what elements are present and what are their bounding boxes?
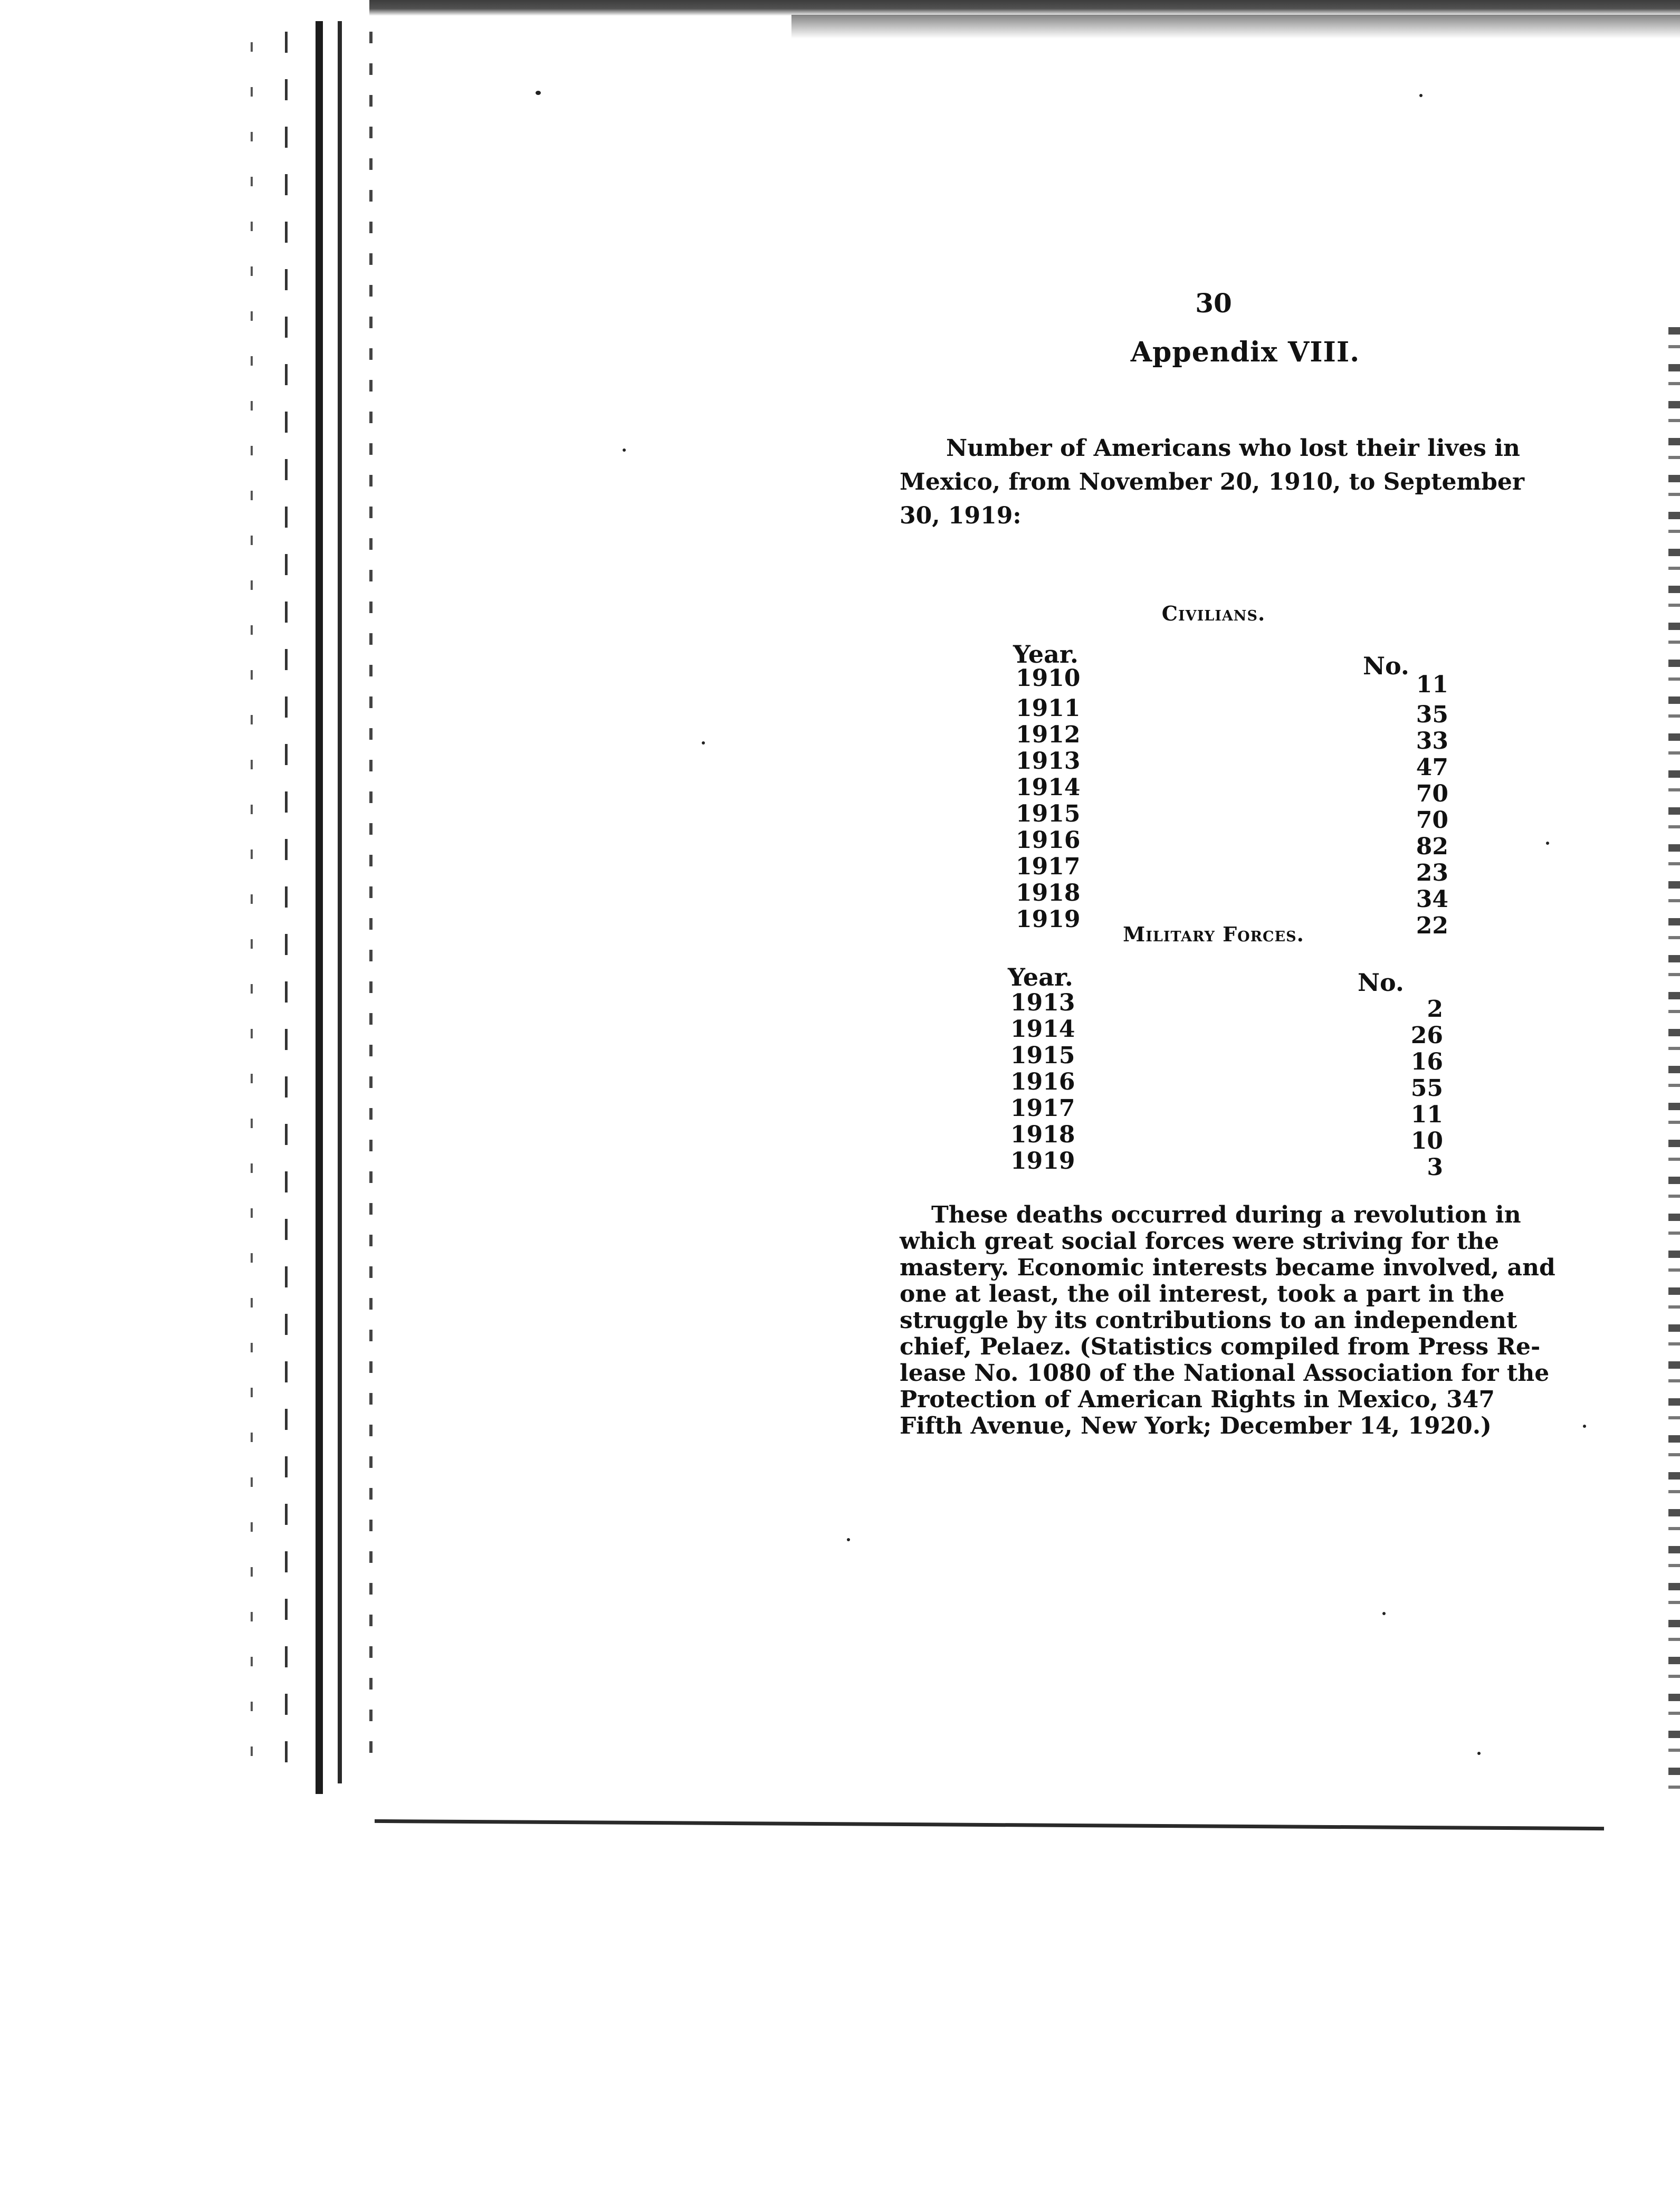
- table-row: [1010, 1095, 1443, 1128]
- table-row: [1016, 827, 1448, 860]
- count-cell: 3: [1427, 1154, 1443, 1181]
- table-row: [1016, 748, 1448, 781]
- year-cell: 1910: [1016, 665, 1081, 692]
- table-row: [1010, 1121, 1443, 1154]
- count-cell: 82: [1416, 833, 1448, 860]
- table-row: [1010, 1068, 1443, 1102]
- count-cell: 47: [1416, 754, 1448, 781]
- table-row: [1016, 665, 1448, 698]
- count-cell: 22: [1416, 912, 1448, 939]
- closing-line: lease No. 1080 of the National Association for the: [900, 1360, 1550, 1387]
- scan-speck: [1419, 94, 1423, 97]
- military-heading: Military Forces.: [1123, 922, 1304, 946]
- closing-line: chief, Pelaez. (Statistics compiled from Press Re-: [900, 1333, 1541, 1360]
- count-cell: 55: [1410, 1075, 1443, 1102]
- civilians-rows: [1016, 631, 1448, 657]
- table-row: [1016, 853, 1448, 886]
- military-no-header: No.: [1358, 968, 1404, 997]
- year-cell: 1917: [1016, 853, 1081, 880]
- closing-line: Fifth Avenue, New York; December 14, 1920.): [900, 1413, 1492, 1439]
- scan-speck: [1583, 1425, 1586, 1428]
- scan-gutter-line: [316, 21, 323, 1794]
- count-cell: 11: [1410, 1101, 1443, 1128]
- closing-line: struggle by its contributions to an independent: [900, 1307, 1517, 1334]
- table-row: [1010, 1016, 1443, 1049]
- scan-bottom-edge: [375, 1819, 1604, 1830]
- year-cell: 1911: [1016, 695, 1081, 722]
- military-year-header: Year.: [1008, 963, 1073, 991]
- scan-edge-top-shadow: [791, 15, 1680, 39]
- scan-gutter-line: [285, 32, 288, 1773]
- scan-speck: [623, 448, 626, 452]
- table-row: [1016, 800, 1448, 834]
- year-cell: 1916: [1010, 1068, 1075, 1095]
- table-row: [1010, 1148, 1443, 1181]
- closing-line: which great social forces were striving for the: [900, 1228, 1500, 1255]
- year-cell: 1912: [1016, 721, 1081, 748]
- civilians-no-header: No.: [1363, 652, 1409, 680]
- scan-gutter-line: [369, 32, 373, 1773]
- table-row: [1010, 1042, 1443, 1075]
- year-cell: 1914: [1010, 1016, 1075, 1043]
- closing-line: Protection of American Rights in Mexico, 347: [900, 1386, 1495, 1413]
- count-cell: 2: [1427, 996, 1443, 1023]
- count-cell: 33: [1416, 728, 1448, 755]
- scan-speck: [1546, 842, 1549, 845]
- scan-speck: [702, 741, 705, 745]
- closing-paragraph: [900, 1201, 1555, 1439]
- scan-edge-right: [1668, 327, 1680, 1805]
- scan-gutter-line: [251, 42, 253, 1773]
- intro-line: 30, 1919:: [900, 502, 1022, 529]
- table-row: [1016, 721, 1448, 755]
- closing-line: one at least, the oil interest, took a part in the: [900, 1281, 1505, 1308]
- year-cell: 1918: [1016, 880, 1081, 906]
- count-cell: 35: [1416, 701, 1448, 728]
- count-cell: 26: [1410, 1022, 1443, 1049]
- scan-speck: [847, 1538, 850, 1541]
- civilians-heading: Civilians.: [1161, 602, 1266, 625]
- closing-line: These deaths occurred during a revolution in: [931, 1201, 1521, 1228]
- year-cell: 1915: [1010, 1042, 1075, 1069]
- closing-line: mastery. Economic interests became involved, and: [900, 1254, 1555, 1281]
- table-row: [1016, 880, 1448, 913]
- year-cell: 1916: [1016, 827, 1081, 854]
- count-cell: 10: [1410, 1128, 1443, 1154]
- table-row: [1010, 989, 1443, 1023]
- count-cell: 11: [1416, 671, 1448, 698]
- count-cell: 70: [1416, 780, 1448, 807]
- count-cell: 23: [1416, 860, 1448, 886]
- year-cell: 1919: [1010, 1148, 1075, 1175]
- year-cell: 1915: [1016, 800, 1081, 827]
- year-cell: 1919: [1016, 906, 1081, 933]
- scan-edge-top: [369, 0, 1680, 16]
- intro-paragraph: [900, 432, 1525, 533]
- year-cell: 1913: [1010, 989, 1075, 1016]
- scan-speck: [536, 91, 541, 95]
- count-cell: 34: [1416, 886, 1448, 913]
- year-cell: 1917: [1010, 1095, 1075, 1122]
- scan-speck: [1477, 1752, 1481, 1755]
- intro-line: Mexico, from November 20, 1910, to September: [900, 469, 1525, 495]
- table-row: [1016, 774, 1448, 807]
- intro-line: Number of Americans who lost their lives in: [946, 435, 1520, 462]
- year-cell: 1913: [1016, 748, 1081, 775]
- count-cell: 70: [1416, 807, 1448, 834]
- appendix-title: Appendix VIII.: [1130, 336, 1360, 368]
- scan-gutter-line: [338, 21, 342, 1783]
- year-cell: 1918: [1010, 1121, 1075, 1148]
- civilians-year-header: Year.: [1013, 640, 1078, 669]
- count-cell: 16: [1410, 1048, 1443, 1075]
- scan-speck: [1382, 1612, 1386, 1615]
- page-number: 30: [1195, 288, 1232, 319]
- year-cell: 1914: [1016, 774, 1081, 801]
- table-row: [1016, 695, 1448, 728]
